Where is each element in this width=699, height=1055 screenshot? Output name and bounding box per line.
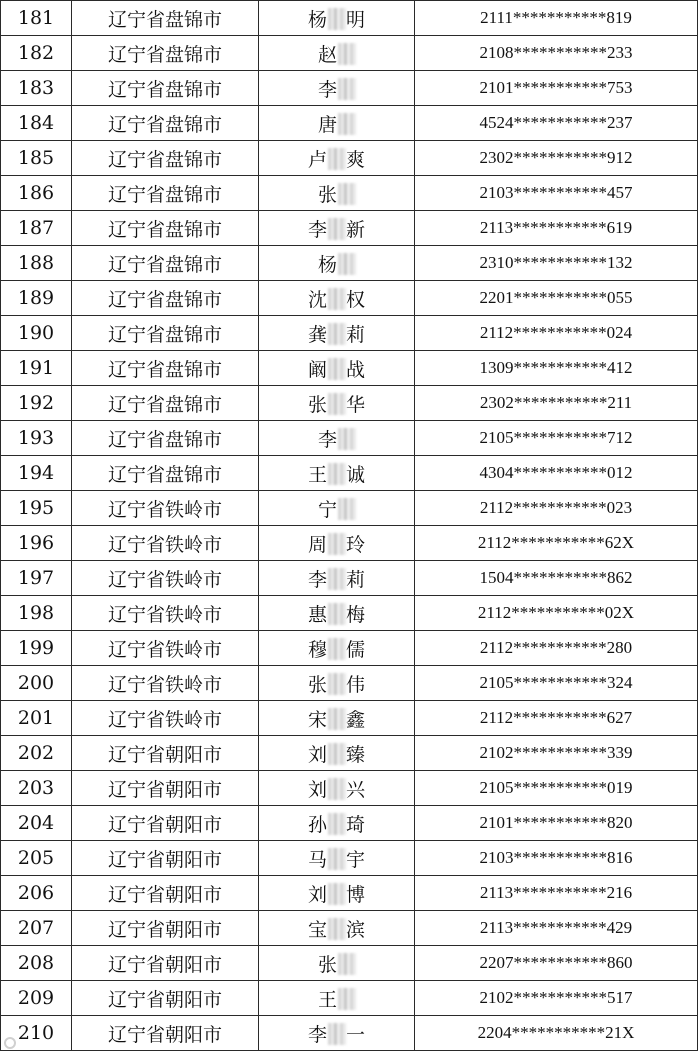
id-number-cell: 2105***********019 — [415, 771, 698, 806]
name-char: 赵 — [317, 43, 337, 66]
name-char: 卢 — [307, 148, 327, 171]
row-number: 182 — [1, 36, 72, 71]
table-row — [1, 351, 698, 386]
id-number-cell: 2113***********216 — [415, 876, 698, 911]
id-number-cell: 2101***********820 — [415, 806, 698, 841]
table-row — [1, 1016, 698, 1051]
name-char: 杨 — [317, 253, 337, 276]
name-char: 鑫 — [345, 708, 365, 731]
redaction-mask — [328, 288, 346, 310]
name-char: 李 — [307, 568, 327, 591]
id-number-cell: 2310***********132 — [415, 246, 698, 281]
row-number: 206 — [1, 876, 72, 911]
table-row — [1, 526, 698, 561]
region-cell: 辽宁省朝阳市 — [72, 1016, 259, 1051]
redaction-mask — [328, 8, 346, 30]
watermark-logo-icon — [4, 1037, 16, 1049]
name-cell — [259, 911, 415, 946]
name-cell — [259, 211, 415, 246]
region-cell: 辽宁省盘锦市 — [72, 386, 259, 421]
row-number: 200 — [1, 666, 72, 701]
region-cell: 辽宁省盘锦市 — [72, 421, 259, 456]
region-cell: 辽宁省朝阳市 — [72, 806, 259, 841]
redaction-mask — [328, 463, 346, 485]
redaction-mask — [328, 848, 346, 870]
region-cell: 辽宁省盘锦市 — [72, 211, 259, 246]
name-char: 伟 — [345, 673, 365, 696]
region-cell: 辽宁省盘锦市 — [72, 176, 259, 211]
table-row — [1, 71, 698, 106]
name-char: 刘 — [307, 778, 327, 801]
id-number-cell: 2302***********912 — [415, 141, 698, 176]
id-number-cell: 1504***********862 — [415, 561, 698, 596]
region-cell: 辽宁省朝阳市 — [72, 981, 259, 1016]
id-number-cell: 2204***********21X — [415, 1016, 698, 1051]
row-number: 207 — [1, 911, 72, 946]
name-char: 阚 — [307, 358, 327, 381]
table-row — [1, 386, 698, 421]
id-number-cell: 2113***********429 — [415, 911, 698, 946]
name-cell — [259, 386, 415, 421]
region-cell: 辽宁省盘锦市 — [72, 71, 259, 106]
id-number-cell: 2201***********055 — [415, 281, 698, 316]
table-row — [1, 141, 698, 176]
name-char: 张 — [307, 673, 327, 696]
name-char: 爽 — [345, 148, 365, 171]
name-cell — [259, 176, 415, 211]
row-number: 186 — [1, 176, 72, 211]
redaction-mask — [338, 43, 356, 65]
name-cell — [259, 876, 415, 911]
id-number-cell: 2112***********02X — [415, 596, 698, 631]
id-number-cell: 2112***********023 — [415, 491, 698, 526]
region-cell: 辽宁省铁岭市 — [72, 596, 259, 631]
name-cell — [259, 841, 415, 876]
name-cell — [259, 981, 415, 1016]
id-number-cell: 2102***********339 — [415, 736, 698, 771]
name-char: 宇 — [345, 848, 365, 871]
redaction-mask — [328, 148, 346, 170]
region-cell: 辽宁省盘锦市 — [72, 456, 259, 491]
table-row — [1, 491, 698, 526]
region-cell: 辽宁省铁岭市 — [72, 561, 259, 596]
row-number: 190 — [1, 316, 72, 351]
redaction-mask — [328, 778, 346, 800]
region-cell: 辽宁省朝阳市 — [72, 876, 259, 911]
name-char: 杨 — [307, 8, 327, 31]
redaction-mask — [328, 603, 346, 625]
name-char: 周 — [307, 533, 327, 556]
table-row — [1, 281, 698, 316]
region-cell: 辽宁省盘锦市 — [72, 36, 259, 71]
table-row — [1, 106, 698, 141]
id-number-cell: 2102***********517 — [415, 981, 698, 1016]
name-char: 莉 — [345, 568, 365, 591]
redaction-mask — [328, 323, 346, 345]
region-cell: 辽宁省盘锦市 — [72, 106, 259, 141]
table-row — [1, 806, 698, 841]
table-row — [1, 701, 698, 736]
id-number-cell: 2101***********753 — [415, 71, 698, 106]
table-row — [1, 1, 698, 36]
region-cell: 辽宁省朝阳市 — [72, 841, 259, 876]
name-char: 李 — [307, 218, 327, 241]
redaction-mask — [328, 743, 346, 765]
row-number: 185 — [1, 141, 72, 176]
name-char: 孙 — [307, 813, 327, 836]
redaction-mask — [328, 638, 346, 660]
name-char: 宁 — [317, 498, 337, 521]
redaction-mask — [338, 498, 356, 520]
table-row — [1, 421, 698, 456]
name-char: 宝 — [307, 918, 327, 941]
redaction-mask — [328, 673, 346, 695]
name-cell — [259, 701, 415, 736]
name-char: 新 — [345, 218, 365, 241]
region-cell: 辽宁省盘锦市 — [72, 316, 259, 351]
redaction-mask — [338, 78, 356, 100]
region-cell: 辽宁省朝阳市 — [72, 946, 259, 981]
table-row — [1, 246, 698, 281]
name-cell — [259, 71, 415, 106]
name-char: 李 — [317, 78, 337, 101]
name-cell — [259, 666, 415, 701]
name-char: 博 — [345, 883, 365, 906]
region-cell: 辽宁省朝阳市 — [72, 736, 259, 771]
redaction-mask — [328, 358, 346, 380]
name-cell — [259, 491, 415, 526]
redaction-mask — [338, 953, 356, 975]
row-number: 192 — [1, 386, 72, 421]
id-number-cell: 2112***********62X — [415, 526, 698, 561]
region-cell: 辽宁省铁岭市 — [72, 526, 259, 561]
name-char: 琦 — [345, 813, 365, 836]
row-number: 202 — [1, 736, 72, 771]
redaction-mask — [328, 918, 346, 940]
region-cell: 辽宁省铁岭市 — [72, 491, 259, 526]
table-row — [1, 561, 698, 596]
name-char: 权 — [345, 288, 365, 311]
name-char: 明 — [345, 8, 365, 31]
name-cell — [259, 316, 415, 351]
id-number-cell: 4304***********012 — [415, 456, 698, 491]
id-number-cell: 2112***********280 — [415, 631, 698, 666]
redaction-mask — [338, 113, 356, 135]
name-cell — [259, 281, 415, 316]
row-number: 184 — [1, 106, 72, 141]
redaction-mask — [338, 428, 356, 450]
name-char: 马 — [307, 848, 327, 871]
table-row — [1, 666, 698, 701]
name-char: 一 — [345, 1023, 365, 1046]
name-cell — [259, 736, 415, 771]
name-cell — [259, 1, 415, 36]
row-number: 196 — [1, 526, 72, 561]
row-number: 193 — [1, 421, 72, 456]
name-char: 滨 — [345, 918, 365, 941]
redaction-mask — [328, 883, 346, 905]
table-row — [1, 316, 698, 351]
region-cell: 辽宁省铁岭市 — [72, 631, 259, 666]
name-char: 唐 — [317, 113, 337, 136]
id-number-cell: 2105***********324 — [415, 666, 698, 701]
name-char: 莉 — [345, 323, 365, 346]
table-row — [1, 946, 698, 981]
table-row — [1, 596, 698, 631]
name-char: 诚 — [345, 463, 365, 486]
name-char: 宋 — [307, 708, 327, 731]
redaction-mask — [328, 393, 346, 415]
table-row — [1, 736, 698, 771]
redaction-mask — [328, 708, 346, 730]
redaction-mask — [328, 533, 346, 555]
row-number: 188 — [1, 246, 72, 281]
region-cell: 辽宁省盘锦市 — [72, 351, 259, 386]
table-row — [1, 456, 698, 491]
name-char: 儒 — [345, 638, 365, 661]
name-char: 华 — [345, 393, 365, 416]
row-number: 209 — [1, 981, 72, 1016]
row-number: 183 — [1, 71, 72, 106]
name-cell — [259, 106, 415, 141]
id-number-cell: 2111***********819 — [415, 1, 698, 36]
id-number-cell: 2105***********712 — [415, 421, 698, 456]
region-cell: 辽宁省铁岭市 — [72, 666, 259, 701]
row-number: 198 — [1, 596, 72, 631]
table-row — [1, 176, 698, 211]
name-cell — [259, 596, 415, 631]
row-number: 194 — [1, 456, 72, 491]
name-cell — [259, 631, 415, 666]
name-char: 沈 — [307, 288, 327, 311]
name-char: 李 — [317, 428, 337, 451]
row-number: 204 — [1, 806, 72, 841]
name-cell — [259, 456, 415, 491]
table-row — [1, 631, 698, 666]
region-cell: 辽宁省朝阳市 — [72, 911, 259, 946]
name-char: 张 — [317, 953, 337, 976]
row-number: 187 — [1, 211, 72, 246]
name-cell — [259, 946, 415, 981]
name-char: 刘 — [307, 883, 327, 906]
name-char: 张 — [307, 393, 327, 416]
row-number: 195 — [1, 491, 72, 526]
id-number-cell: 4524***********237 — [415, 106, 698, 141]
name-char: 王 — [317, 988, 337, 1011]
row-number: 201 — [1, 701, 72, 736]
row-number: 199 — [1, 631, 72, 666]
id-number-cell: 2103***********816 — [415, 841, 698, 876]
name-cell — [259, 351, 415, 386]
row-number: 191 — [1, 351, 72, 386]
name-char: 穆 — [307, 638, 327, 661]
id-number-cell: 2112***********024 — [415, 316, 698, 351]
row-number: 189 — [1, 281, 72, 316]
region-cell: 辽宁省铁岭市 — [72, 701, 259, 736]
id-number-cell: 2108***********233 — [415, 36, 698, 71]
name-char: 玲 — [345, 533, 365, 556]
roster-body — [1, 1, 698, 1051]
id-number-cell: 2207***********860 — [415, 946, 698, 981]
name-char: 梅 — [345, 603, 365, 626]
id-number-cell: 2103***********457 — [415, 176, 698, 211]
id-number-cell: 2113***********619 — [415, 211, 698, 246]
name-cell — [259, 806, 415, 841]
id-number-cell: 2112***********627 — [415, 701, 698, 736]
name-char: 李 — [307, 1023, 327, 1046]
name-char: 兴 — [345, 778, 365, 801]
name-char: 战 — [345, 358, 365, 381]
watermark — [4, 1037, 16, 1049]
table-row — [1, 36, 698, 71]
region-cell: 辽宁省盘锦市 — [72, 1, 259, 36]
name-cell — [259, 771, 415, 806]
table-row — [1, 841, 698, 876]
row-number: 203 — [1, 771, 72, 806]
row-number: 208 — [1, 946, 72, 981]
name-char: 臻 — [345, 743, 365, 766]
name-cell — [259, 141, 415, 176]
name-char: 张 — [317, 183, 337, 206]
table-row — [1, 771, 698, 806]
region-cell: 辽宁省朝阳市 — [72, 771, 259, 806]
redaction-mask — [338, 253, 356, 275]
redaction-mask — [328, 1023, 346, 1045]
row-number: 197 — [1, 561, 72, 596]
redaction-mask — [328, 218, 346, 240]
table-row — [1, 876, 698, 911]
name-cell — [259, 36, 415, 71]
name-cell — [259, 526, 415, 561]
name-char: 惠 — [307, 603, 327, 626]
name-cell — [259, 421, 415, 456]
id-number-cell: 1309***********412 — [415, 351, 698, 386]
region-cell: 辽宁省盘锦市 — [72, 246, 259, 281]
name-char: 刘 — [307, 743, 327, 766]
name-cell — [259, 1016, 415, 1051]
name-cell — [259, 246, 415, 281]
table-row — [1, 911, 698, 946]
region-cell: 辽宁省盘锦市 — [72, 281, 259, 316]
redaction-mask — [338, 183, 356, 205]
redaction-mask — [338, 988, 356, 1010]
region-cell: 辽宁省盘锦市 — [72, 141, 259, 176]
name-cell — [259, 561, 415, 596]
table-row — [1, 211, 698, 246]
name-char: 龚 — [307, 323, 327, 346]
name-char: 王 — [307, 463, 327, 486]
row-number: 205 — [1, 841, 72, 876]
redaction-mask — [328, 568, 346, 590]
row-number: 210 — [1, 1016, 72, 1051]
id-number-cell: 2302***********211 — [415, 386, 698, 421]
row-number: 181 — [1, 1, 72, 36]
table-row — [1, 981, 698, 1016]
redaction-mask — [328, 813, 346, 835]
